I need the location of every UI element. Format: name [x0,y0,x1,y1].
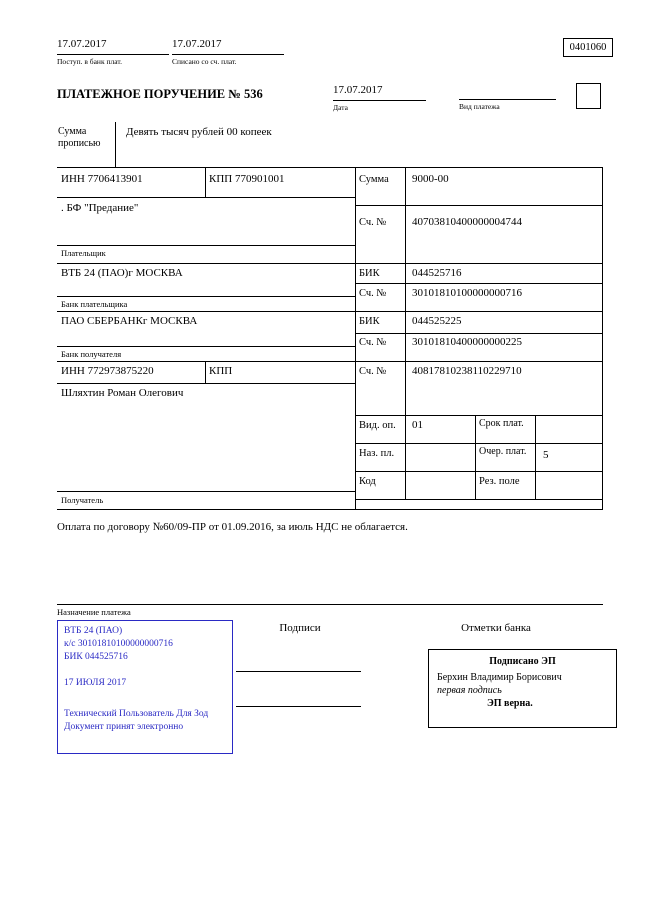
esign-box [428,649,617,728]
payee-bank-name: ПАО СБЕРБАНКг МОСКВА [61,315,198,327]
due-date-label: Срок плат. [479,418,524,429]
payment-type-field [459,84,556,111]
payer-bank-account-label: Сч. № [359,288,387,299]
payment-type-blank [459,84,556,100]
sum-value: 9000-00 [412,173,449,185]
payer-account: 40703810400000004744 [412,216,522,228]
bank-stamp [57,620,233,754]
amount-in-words-value: Девять тысяч рублей 00 копеек [126,126,272,138]
payee-kpp: КПП [209,365,233,377]
op-kind-label: Вид. оп. [359,420,396,431]
received-date-value: 17.07.2017 [57,38,169,55]
grid-line [355,443,603,444]
esign-signature-kind: первая подпись [437,685,502,696]
amount-in-words-label: Сумма прописью [57,122,116,167]
stamp-bank-name: ВТБ 24 (ПАО) [64,626,123,636]
document-title: ПЛАТЕЖНОЕ ПОРУЧЕНИЕ № 536 [57,87,263,101]
form-code-box: 0401060 [563,38,613,57]
payee-name: Шляхтин Роман Олегович [61,387,184,399]
payer-account-label: Сч. № [359,217,387,228]
esign-title: Подписано ЭП [489,656,556,667]
payee-bank-account: 30101810400000000225 [412,336,522,348]
doc-date-label: Дата [333,103,348,112]
payer-bank-bik: 044525716 [412,267,462,279]
grid-line [57,361,603,362]
stamp-bik: БИК 044525716 [64,652,128,662]
payer-kpp: КПП 770901001 [209,173,285,185]
op-kind-value: 01 [412,419,423,431]
payee-bank-account-label: Сч. № [359,337,387,348]
payer-bank-bik-label: БИК [359,268,380,279]
payment-purpose-text: Оплата по договору №60/09-ПР от 01.09.2016, за июль НДС не облагается. [57,521,408,533]
grid-line [205,168,206,197]
esign-valid-mark: ЭП верна. [487,698,533,709]
debited-date-field [172,38,284,66]
grid-line [57,263,603,264]
grid-line [355,283,603,284]
grid-line [355,205,603,206]
priority-value: 5 [543,449,549,461]
grid-line [57,346,355,347]
grid-line [355,168,356,510]
priority-label: Очер. плат. [479,446,527,457]
grid-line [535,415,536,499]
payer-bank-label: Банк плательщика [61,299,128,309]
code-label: Код [359,476,376,487]
esign-signer-name: Берхин Владимир Борисович [437,672,562,683]
payment-purpose-label: Назначение платежа [57,607,131,617]
stamp-note: Документ принят электронно [64,722,184,732]
payee-label: Получатель [61,495,104,505]
purpose-kind-label: Наз. пл. [359,448,395,459]
payer-name: . БФ "Предание" [61,202,139,214]
payer-bank-name: ВТБ 24 (ПАО)г МОСКВА [61,267,183,279]
payment-type-label: Вид платежа [459,102,500,111]
doc-date-value: 17.07.2017 [333,84,426,101]
debited-date-label: Списано со сч. плат. [172,57,237,66]
payee-bank-bik-label: БИК [359,316,380,327]
grid-line [355,333,603,334]
debited-date-value: 17.07.2017 [172,38,284,55]
payee-account-label: Сч. № [359,366,387,377]
doc-date-field [333,84,426,112]
reserve-field-label: Рез. поле [479,476,520,487]
grid-line [57,604,603,605]
sum-label: Сумма [359,174,389,185]
received-date-field [57,38,169,66]
payer-inn: ИНН 7706413901 [61,173,143,185]
received-date-label: Поступ. в банк плат. [57,57,122,66]
grid-line [475,415,476,499]
signatures-header: Подписи [279,622,321,634]
grid-line [57,311,603,312]
grid-line [57,491,355,492]
stamp-user: Технический Пользователь Для Зод [64,709,209,719]
grid-line [57,197,355,198]
stamp-date: 17 ИЮЛЯ 2017 [64,678,127,688]
grid-line [355,499,603,500]
payer-label: Плательщик [61,248,106,258]
payee-inn: ИНН 772973875220 [61,365,154,377]
bank-marks-header: Отметки банка [461,622,531,634]
payer-bank-account: 30101810100000000716 [412,287,522,299]
grid-line [57,245,355,246]
amount-in-words-row [57,122,603,168]
requisites-table [57,168,603,510]
grid-line [57,383,355,384]
grid-line [57,296,355,297]
payment-type-box [576,83,601,109]
payee-bank-label: Банк получателя [61,349,122,359]
stamp-corr-account: к/с 30101810100000000716 [64,639,173,649]
grid-line [355,415,603,416]
payee-bank-bik: 044525225 [412,315,462,327]
signature-line [236,671,361,672]
grid-line [355,471,603,472]
payee-account: 40817810238110229710 [412,365,522,377]
signature-line [236,706,361,707]
grid-line [205,361,206,383]
